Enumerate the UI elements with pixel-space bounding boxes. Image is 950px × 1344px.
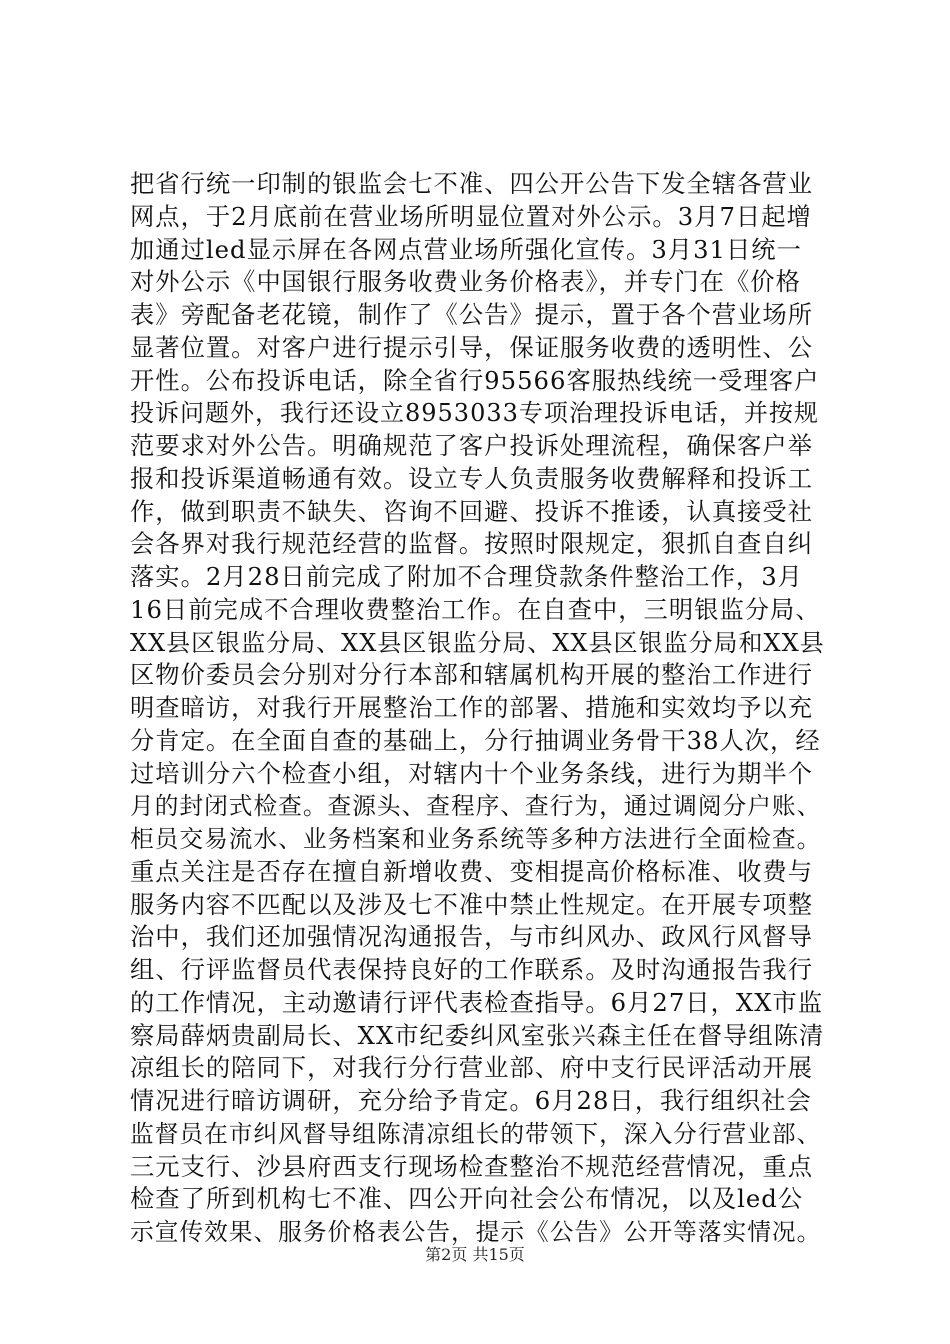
text-line: 凉组长的陪同下，对我行分行营业部、府中支行民评活动开展: [130, 1053, 814, 1083]
text-line: 区物价委员会分别对分行本部和辖属机构开展的整治工作进行: [130, 660, 814, 690]
text-line: 的工作情况，主动邀请行评代表检查指导。6月27日，XX市监: [130, 987, 824, 1017]
text-line: 作，做到职责不缺失、咨询不回避、投诉不推诿，认真接受社: [130, 496, 814, 526]
text-line: 察局薛炳贵副局长、XX市纪委纠风室张兴森主任在督导组陈清: [130, 1020, 825, 1050]
text-line: 组、行评监督员代表保持良好的工作联系。及时沟通报告我行: [130, 955, 814, 984]
text-line: 把省行统一印制的银监会七不准、四公开公告下发全辖各营业: [130, 169, 814, 198]
text-line: 情况进行暗访调研，充分给予肯定。6月28日，我行组织社会: [130, 1086, 812, 1115]
text-line: 示宣传效果、服务价格表公告，提示《公告》公开等落实情况。: [130, 1218, 822, 1246]
text-line: 报和投诉渠道畅通有效。设立专人负责服务收费解释和投诉工: [130, 463, 814, 493]
text-line: 显著位置。对客户进行提示引导，保证服务收费的透明性、公: [130, 332, 814, 362]
text-line: 月的封闭式检查。查源头、查程序、查行为，通过调阅分户账、: [130, 792, 822, 821]
text-line: 治中，我们还加强情况沟通报告，与市纠风办、政风行风督导: [130, 922, 814, 952]
text-line: 开性。公布投诉电话，除全省行95566客服热线统一受理客户: [130, 365, 820, 395]
text-line: XX县区银监分局、XX县区银监分局、XX县区银监分局和XX县: [130, 628, 825, 657]
text-line: 16日前完成不合理收费整治工作。在自查中，三明银监分局、: [130, 594, 821, 624]
text-line: 过培训分六个检查小组，对辖内十个业务条线，进行为期半个: [130, 758, 814, 788]
text-line: 会各界对我行规范经营的监督。按照时限规定，狠抓自查自纠: [130, 529, 814, 559]
text-line: 检查了所到机构七不准、四公开向社会公布情况，以及led公: [130, 1184, 804, 1214]
text-line: 表》旁配备老花镜，制作了《公告》提示，置于各个营业场所: [130, 300, 814, 329]
text-line: 分肯定。在全面自查的基础上，分行抽调业务骨干38人次，经: [130, 725, 821, 755]
body-paragraph: [130, 168, 825, 1249]
page-number-footer: 第2页 共15页: [425, 1245, 525, 1264]
text-line: 对外公示《中国银行服务收费业务价格表》，并专门在《价格: [130, 267, 801, 297]
text-line: 服务内容不匹配以及涉及七不准中禁止性规定。在开展专项整: [130, 889, 814, 919]
text-line: 柜员交易流水、业务档案和业务系统等多种方法进行全面检查。: [130, 825, 822, 853]
text-line: 重点关注是否存在擅自新增收费、变相提高价格标准、收费与: [130, 856, 814, 886]
text-line: 明查暗访，对我行开展整治工作的部署、措施和实效均予以充: [130, 693, 814, 722]
text-line: 网点，于2月底前在营业场所明显位置对外公示。3月7日起增: [130, 201, 812, 231]
text-line: 监督员在市纠风督导组陈清凉组长的带领下，深入分行营业部、: [130, 1119, 822, 1148]
text-line: 三元支行、沙县府西支行现场检查整治不规范经营情况，重点: [130, 1151, 814, 1181]
text-line: 投诉问题外，我行还设立8953033专项治理投诉电话，并按规: [130, 399, 819, 428]
text-line: 落实。2月28日前完成了附加不合理贷款条件整治工作，3月: [130, 562, 803, 591]
text-line: 范要求对外公告。明确规范了客户投诉处理流程，确保客户举: [130, 431, 814, 460]
text-line: 加通过led显示屏在各网点营业场所强化宣传。3月31日统一: [130, 234, 802, 264]
